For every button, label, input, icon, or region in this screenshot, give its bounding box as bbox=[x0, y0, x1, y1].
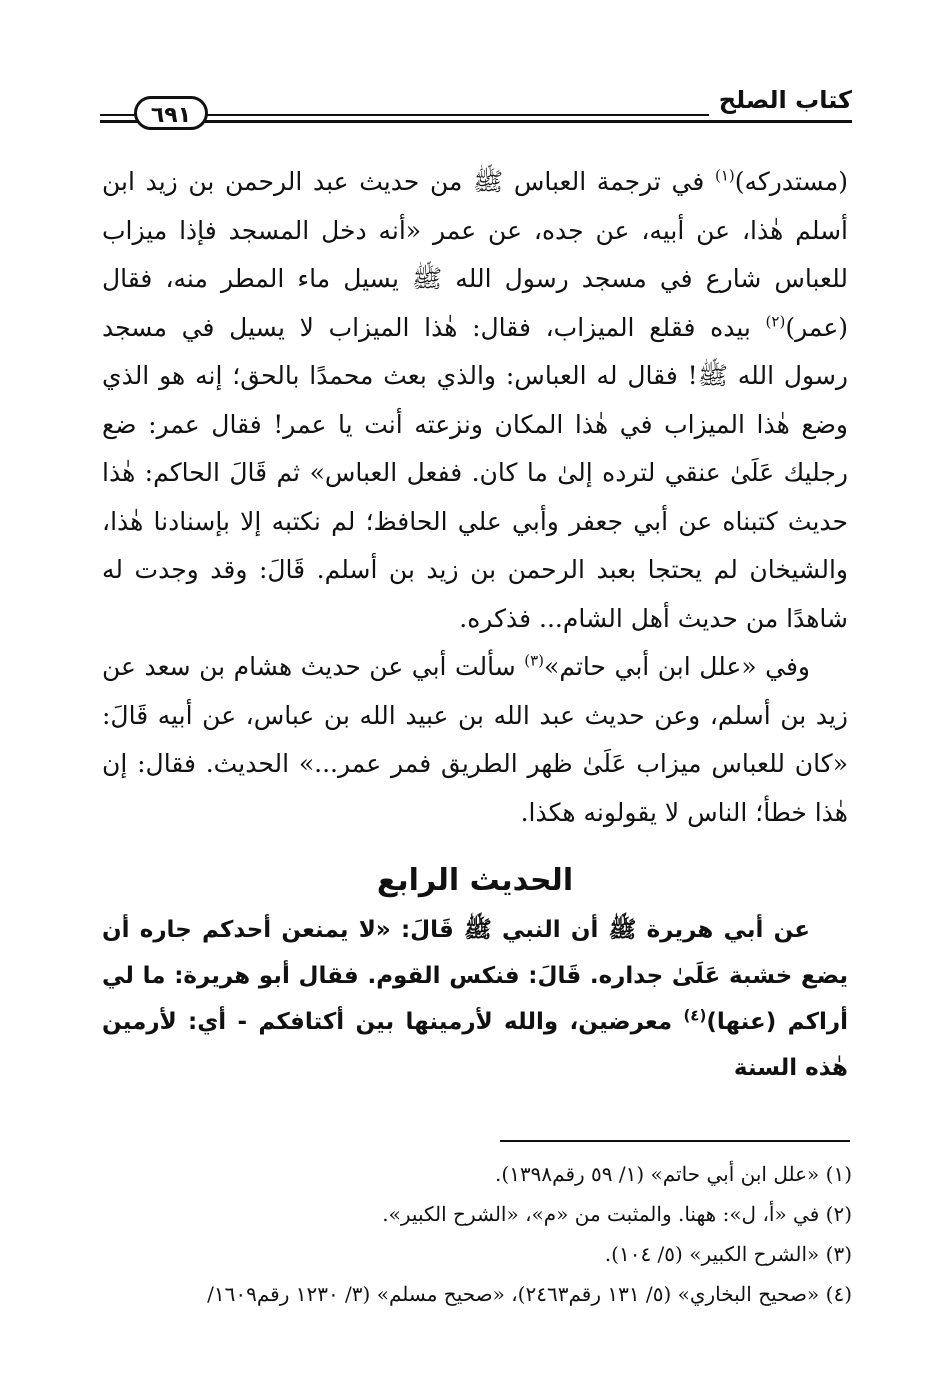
footnote-marker: (١) bbox=[714, 166, 735, 185]
paragraph-text: (مستدركه) bbox=[734, 167, 848, 196]
running-title: كتاب الصلح bbox=[709, 84, 852, 116]
footnote-marker: (٢) bbox=[765, 312, 786, 331]
main-text bbox=[102, 158, 848, 1091]
paragraph-text: سألت أبي عن حديث هشام بن سعد عن زيد بن أسلم، وعن حديث عبد الله بن عبيد الله بن عباس، عن أبيه قَالَ: «كان للعباس ميزاب عَلَىٰ ظهر الطريق فمر عمر...» الحديث. فقال: إن هٰذا خطأ؛ الناس لا يقولونه هكذا. bbox=[102, 652, 848, 827]
paragraph-3 bbox=[102, 907, 848, 1091]
section-heading: الحديث الرابع bbox=[376, 863, 574, 898]
paragraph-2 bbox=[102, 643, 848, 837]
footnote-1: (١) «علل ابن أبي حاتم» (١/ ٥٩ رقم١٣٩٨). bbox=[495, 1162, 852, 1186]
footnote-4: (٤) «صحيح البخاري» (٥/ ١٣١ رقم٢٤٦٣)، «صحيح مسلم» (٣/ ١٢٣٠ رقم١٦٠٩/ bbox=[207, 1282, 852, 1306]
footnote-marker: (٣) bbox=[524, 651, 545, 670]
header-rule-thick bbox=[100, 120, 852, 123]
paragraph-1 bbox=[102, 158, 848, 643]
footnotes bbox=[100, 1154, 852, 1314]
paragraph-text: وفي «علل ابن أبي حاتم» bbox=[544, 652, 810, 681]
paragraph-text: معرضين، والله لأرمينها بين أكتافكم - أي: لأرمين هٰذه السنة bbox=[102, 1009, 848, 1081]
footnote-marker: (٤) bbox=[683, 1006, 707, 1025]
paragraph-text: في ترجمة العباس ﷺ من حديث عبد الرحمن بن زيد ابن أسلم هٰذا، عن أبيه، عن جده، عن عمر «أنه دخل المسجد فإذا ميزاب للعباس شارع في مسجد رسول الله ﷺ يسيل ماء المطر منه، فقال (عمر) bbox=[102, 167, 848, 342]
paragraph-text: عن أبي هريرة ﷺ أن النبي ﷺ قَالَ: «لا يمنعن أحدكم جاره أن يضع خشبة عَلَىٰ جداره. قَالَ: فنكس القوم. فقال أبو هريرة: ما لي أراكم (عنها) bbox=[102, 917, 849, 1035]
page-header bbox=[100, 84, 852, 130]
footnote-separator bbox=[500, 1140, 850, 1142]
footnote-3: (٣) «الشرح الكبير» (٥/ ١٠٤). bbox=[604, 1242, 852, 1266]
page-number: ٦٩١ bbox=[134, 96, 208, 130]
paragraph-text: بيده فقلع الميزاب، فقال: هٰذا الميزاب لا يسيل في مسجد رسول الله ﷺ! فقال له العباس: والذي بعث محمدًا بالحق؛ إنه هو الذي وضع هٰذا الميزاب في هٰذا المكان ونزعته أنت يا عمر! فقال عمر: ضع رجليك عَلَىٰ عنقي لترده إلىٰ ما كان. ففعل العباس» ثم قَالَ الحاكم: هٰذا حديث كتبناه عن أبي جعفر وأبي علي الحافظ؛ لم نكتبه إلا بإسنادنا هٰذا، والشيخان لم يحتجا بعبد الرحمن بن زيد بن أسلم. قَالَ: وقد وجدت له شاهدًا من حديث أهل الشام... فذكره. bbox=[102, 312, 848, 633]
footnote-2: (٢) في «أ، ل»: ههنا. والمثبت من «م»، «الشرح الكبير». bbox=[382, 1202, 852, 1226]
